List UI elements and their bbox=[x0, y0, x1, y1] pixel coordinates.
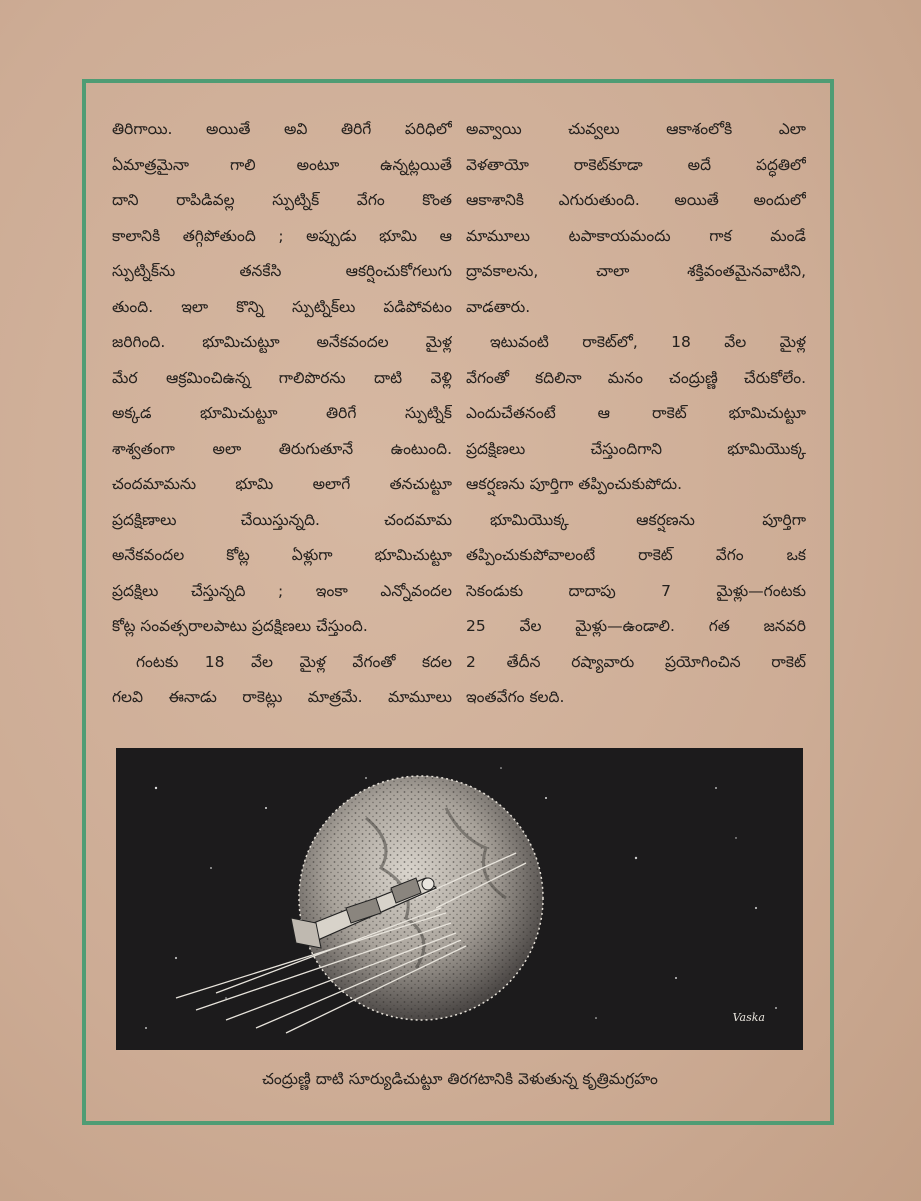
text-line: 2 తేదీన రష్యావారు ప్రయోగించిన రాకెట్ bbox=[466, 652, 806, 671]
text-line: అవ్వాయి చువ్వలు ఆకాశంలోకి ఎలా bbox=[466, 120, 806, 138]
text-line: అనేకవందల కోట్ల ఏళ్లుగా భూమిచుట్టూ bbox=[112, 546, 452, 564]
text-line: ఎందుచేతనంటే ఆ రాకెట్ భూమిచుట్టూ bbox=[466, 404, 806, 422]
artist-signature: Vaska bbox=[732, 1011, 765, 1024]
text-line: కాలానికి తగ్గిపోతుంది ; అప్పుడు భూమి ఆ bbox=[112, 226, 452, 245]
text-line: ప్రదక్షిణలు చేస్తుందిగాని భూమియొక్క bbox=[466, 439, 806, 458]
text-line: ఏమాత్రమైనా గాలి అంటూ ఉన్నట్లయితే bbox=[112, 155, 452, 174]
space-scene-drawing bbox=[116, 748, 803, 1050]
text-line: జరిగింది. భూమిచుట్టూ అనేకవందల మైళ్ల bbox=[112, 333, 452, 351]
text-line: ద్రావకాలను, చాలా శక్తివంతమైనవాటిని, bbox=[466, 262, 806, 280]
text-line: తుంది. ఇలా కొన్ని స్పుట్నిక్‌లు పడిపోవటం bbox=[112, 297, 452, 316]
text-line: మేర ఆక్రమించిఉన్న గాలిపొరను దాటి వెళ్లి bbox=[112, 368, 452, 387]
text-line: అక్కడ భూమిచుట్టూ తిరిగే స్పుట్నిక్ bbox=[112, 404, 452, 422]
text-line: 25 వేల మైళ్లు—ఉండాలి. గత జనవరి bbox=[466, 617, 806, 635]
satellite-illustration bbox=[116, 748, 803, 1050]
right-column bbox=[466, 112, 806, 716]
text-line: వాడతారు. bbox=[466, 297, 531, 316]
text-line: ఆకర్షణను పూర్తిగా తప్పించుకుపోదు. bbox=[466, 475, 683, 493]
text-line: ఇంతవేగం కలది. bbox=[466, 688, 565, 706]
text-line: ఇటువంటి రాకెట్‌లో, 18 వేల మైళ్ల bbox=[490, 333, 806, 351]
text-line: గలవి ఈనాడు రాకెట్లు మాత్రమే. మామూలు bbox=[112, 688, 452, 706]
text-line: భూమియొక్క ఆకర్షణను పూర్తిగా bbox=[490, 510, 806, 529]
text-line: స్పుట్నిక్‌ను తనకేసి ఆకర్షించుకోగలుగు bbox=[112, 262, 452, 280]
text-line: ప్రదక్షిణాలు చేయిస్తున్నది. చందమామ bbox=[112, 510, 452, 529]
planet-globe bbox=[299, 776, 543, 1020]
left-column bbox=[112, 112, 452, 716]
text-line: ఆకాశానికి ఎగురుతుంది. అయితే అందులో bbox=[466, 191, 806, 209]
text-line: వేగంతో కదిలినా మనం చంద్రుణ్ణి చేరుకోలేం. bbox=[466, 368, 806, 387]
text-line: దాని రాపిడివల్ల స్పుట్నిక్ వేగం కొంత bbox=[112, 191, 452, 209]
text-line: వెళతాయో రాకెట్‌కూడా అదే పద్ధతిలో bbox=[466, 155, 806, 174]
text-line: గంటకు 18 వేల మైళ్ల వేగంతో కదల bbox=[136, 652, 452, 671]
text-line: ప్రదక్షిలు చేస్తున్నది ; ఇంకా ఎన్నోవందల bbox=[112, 581, 452, 600]
text-line: తిరిగాయి. అయితే అవి తిరిగే పరిధిలో bbox=[112, 120, 452, 138]
text-line: సెకండుకు దాదాపు 7 మైళ్లు—గంటకు bbox=[466, 581, 806, 600]
text-line: తప్పించుకుపోవాలంటే రాకెట్ వేగం ఒక bbox=[466, 546, 806, 564]
text-line: చందమామను భూమి అలాగే తనచుట్టూ bbox=[112, 475, 452, 493]
text-line: శాశ్వతంగా అలా తిరుగుతూనే ఉంటుంది. bbox=[112, 439, 452, 458]
text-line: మామూలు టపాకాయమందు గాక మండే bbox=[466, 226, 806, 245]
text-line: కోట్ల సంవత్సరాలపాటు ప్రదక్షిణలు చేస్తుంది. bbox=[112, 617, 368, 635]
image-caption: చంద్రుణ్ణి దాటి సూర్యుడిచుట్టూ తిరగటానికి వెళుతున్న కృత్రిమగ్రహం bbox=[262, 1070, 658, 1088]
